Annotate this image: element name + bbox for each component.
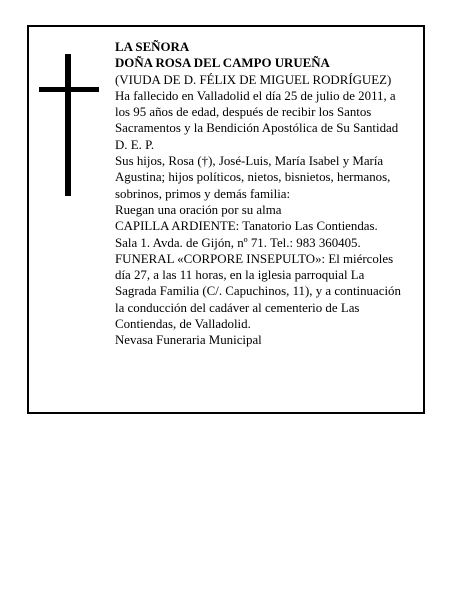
cross-vertical-bar	[65, 54, 71, 196]
family-line: Sus hijos, Rosa (†), José-Luis, María Isabel y María	[115, 154, 384, 169]
chapel-line: CAPILLA ARDIENTE: Tanatorio Las Contiendas.	[115, 219, 378, 234]
cross-horizontal-bar	[39, 87, 99, 92]
deceased-name: DOÑA ROSA DEL CAMPO URUEÑA	[115, 56, 330, 71]
funeral-line: Sagrada Familia (C/. Capuchinos, 11), y a continuación	[115, 284, 401, 299]
funeral-line: Contiendas, de Valladolid.	[115, 317, 251, 332]
death-line: D. E. P.	[115, 137, 155, 152]
family-line: sobrinos, primos y demás familia:	[115, 186, 291, 201]
cross-icon	[39, 54, 99, 196]
widow-of: (VIUDA DE D. FÉLIX DE MIGUEL RODRÍGUEZ)	[115, 72, 392, 87]
funeral-line: día 27, a las 11 horas, en la iglesia parroquial La	[115, 268, 365, 283]
obituary-notice	[27, 25, 425, 414]
death-line: Ha fallecido en Valladolid el día 25 de julio de 2011, a	[115, 88, 396, 103]
notice-header: LA SEÑORA	[115, 40, 190, 54]
notice-text	[115, 39, 423, 349]
funeral-home: Nevasa Funeraria Municipal	[115, 333, 262, 348]
family-line: Agustina; hijos políticos, nietos, bisnietos, hermanos,	[115, 170, 391, 185]
funeral-line: FUNERAL «CORPORE INSEPULTO»: El miércoles	[115, 251, 394, 266]
death-line: los 95 años de edad, después de recibir los Santos	[115, 105, 372, 120]
funeral-line: la conducción del cadáver al cementerio de Las	[115, 300, 360, 315]
chapel-line: Sala 1. Avda. de Gijón, nº 71. Tel.: 983 360405.	[115, 235, 361, 250]
death-line: Sacramentos y la Bendición Apostólica de Su Santidad	[115, 121, 399, 136]
prayer-request: Ruegan una oración por su alma	[115, 202, 282, 217]
